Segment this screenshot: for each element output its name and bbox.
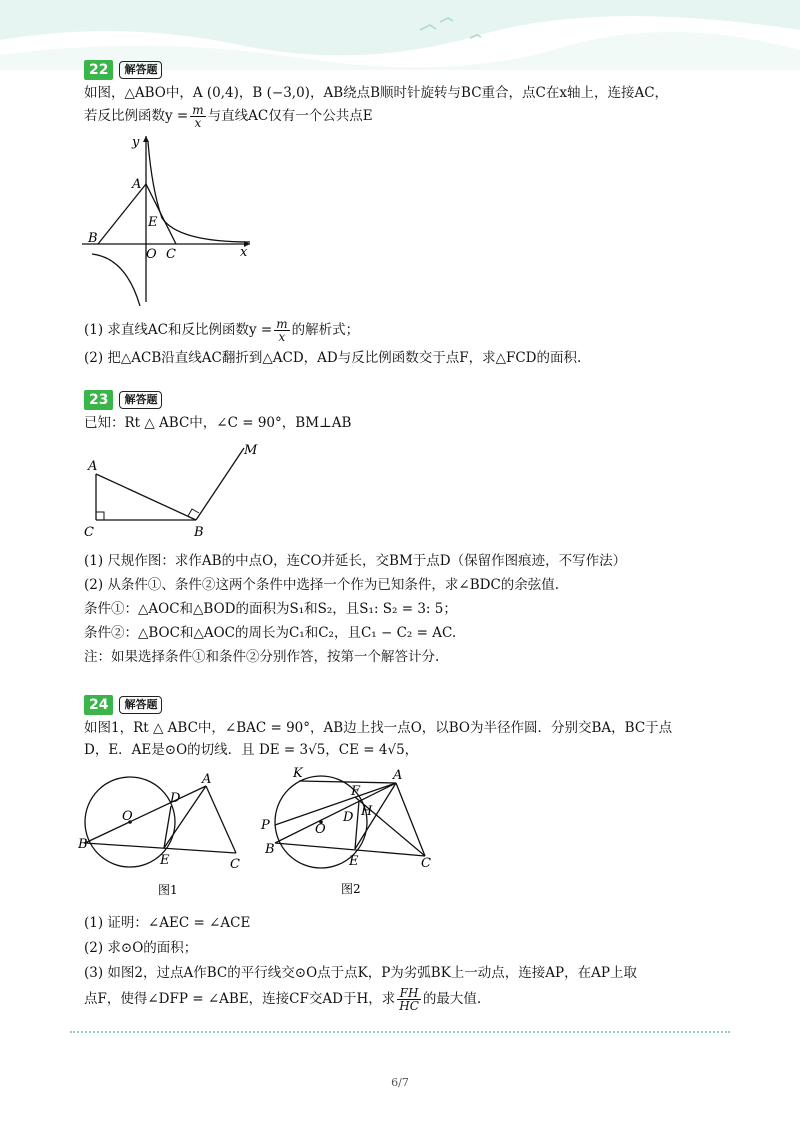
label-c: C bbox=[84, 525, 94, 540]
label-c: C bbox=[230, 857, 240, 872]
label-e: E bbox=[349, 854, 359, 869]
label-o: O bbox=[315, 822, 326, 837]
ray-bm bbox=[196, 448, 244, 520]
fraction-denominator: x bbox=[194, 116, 202, 130]
label-a: A bbox=[88, 459, 98, 474]
label-a: A bbox=[132, 177, 142, 192]
segment-ab bbox=[98, 184, 146, 244]
text-segment: 的最大值. bbox=[422, 991, 482, 1007]
hyperbola-branch-2 bbox=[92, 254, 140, 306]
question-22 bbox=[84, 60, 724, 129]
part-2: (2) 从条件①、条件②这两个条件中选择一个作为已知条件，求∠BDC的余弦值. bbox=[84, 577, 560, 593]
label-e: E bbox=[148, 215, 158, 230]
right-angle-mark bbox=[96, 512, 104, 520]
label-a: A bbox=[393, 768, 403, 783]
hyperbola-branch-1 bbox=[148, 142, 250, 242]
part-1: (1) 尺规作图：求作AB的中点O，连CO并延长，交BM于点D（保留作图痕迹，不写作法） bbox=[84, 553, 627, 569]
question-23 bbox=[84, 390, 724, 434]
figure-q24-1 bbox=[78, 770, 253, 900]
fraction-numerator: m bbox=[276, 317, 288, 331]
part-2: (2) 求⊙O的面积； bbox=[84, 940, 198, 956]
question-22-parts bbox=[84, 318, 724, 369]
figure-caption: 图1 bbox=[158, 883, 178, 897]
text-segment: 与直线AC仅有一个公共点E bbox=[207, 108, 373, 124]
question-24-parts bbox=[84, 912, 724, 1012]
text-segment: 若反比例函数y = bbox=[84, 108, 189, 124]
label-d: D bbox=[343, 810, 354, 825]
label-e: E bbox=[160, 853, 170, 868]
question-type-tag: 解答题 bbox=[119, 61, 162, 79]
part-1: (1) 证明：∠AEC = ∠ACE bbox=[84, 915, 251, 931]
page-number: 6/7 bbox=[391, 1076, 409, 1089]
question-type-tag: 解答题 bbox=[119, 391, 162, 409]
question-text-line2: D，E．AE是⊙O的切线．且 DE = 3√5，CE = 4√5， bbox=[84, 742, 419, 758]
label-b: B bbox=[78, 837, 88, 852]
segment-ap bbox=[275, 783, 396, 825]
segment-ac bbox=[206, 786, 236, 853]
part-1 bbox=[84, 318, 724, 343]
fraction-denominator: HC bbox=[399, 999, 419, 1013]
question-type-tag: 解答题 bbox=[119, 696, 162, 714]
part-3: (3) 如图2，过点A作BC的平行线交⊙O点于点K，P为劣弧BK上一动点，连接AP，在AP上取 bbox=[84, 965, 637, 981]
question-number: 24 bbox=[84, 695, 113, 715]
question-text: 已知：Rt △ ABC中，∠C = 90°，BM⊥AB bbox=[84, 415, 352, 431]
segment-ba bbox=[85, 786, 206, 843]
condition-2: 条件②：△BOC和△AOC的周长为C₁和C₂，且C₁ − C₂ = AC. bbox=[84, 625, 457, 641]
figure-q23 bbox=[78, 438, 278, 544]
label-p: P bbox=[261, 818, 270, 833]
label-b: B bbox=[88, 231, 98, 246]
label-o: O bbox=[122, 809, 133, 824]
figure-q24-2 bbox=[255, 765, 445, 900]
label-k: K bbox=[293, 766, 303, 781]
label-f: F bbox=[351, 784, 361, 799]
label-y: y bbox=[132, 135, 140, 150]
question-24 bbox=[84, 695, 724, 761]
label-b: B bbox=[265, 842, 275, 857]
divider bbox=[70, 1031, 730, 1033]
question-text: 如图，△ABO中，A (0,4)，B (−3,0)，AB绕点B顺时针旋转与BC重合，点C在x轴上，连接AC， bbox=[84, 85, 669, 101]
label-m: M bbox=[244, 443, 258, 458]
fraction bbox=[397, 987, 421, 1012]
segment-ac bbox=[396, 783, 425, 856]
label-b: B bbox=[194, 525, 204, 540]
fraction-denominator: x bbox=[278, 330, 286, 344]
question-number: 22 bbox=[84, 60, 113, 80]
text-segment: 点F，使得∠DFP = ∠ABE，连接CF交AD于H，求 bbox=[84, 991, 396, 1007]
fraction-numerator: m bbox=[192, 103, 204, 117]
figure-caption: 图2 bbox=[341, 882, 361, 896]
label-c: C bbox=[421, 856, 431, 871]
question-23-parts bbox=[84, 550, 724, 668]
question-text-line2 bbox=[84, 104, 724, 129]
part-3-cont bbox=[84, 987, 724, 1012]
label-o: O bbox=[146, 247, 157, 262]
label-d: D bbox=[170, 791, 181, 806]
question-text: 如图1，Rt △ ABC中，∠BAC = 90°，AB边上找一点O，以BO为半径作圆．分别交BA，BC于点 bbox=[84, 720, 673, 736]
fraction bbox=[190, 104, 205, 129]
part-2: (2) 把△ACB沿直线AC翻折到△ACD，AD与反比例函数交于点F，求△FCD的面积. bbox=[84, 350, 582, 366]
note: 注：如果选择条件①和条件②分别作答，按第一个解答计分. bbox=[84, 649, 440, 665]
label-h: H bbox=[361, 804, 373, 819]
figure-q22 bbox=[78, 130, 268, 310]
fraction-numerator: FH bbox=[397, 987, 421, 1000]
label-a: A bbox=[202, 772, 212, 787]
label-x: x bbox=[240, 245, 248, 260]
segment-ab bbox=[96, 474, 196, 520]
text-segment: 的解析式； bbox=[291, 322, 360, 338]
label-c: C bbox=[166, 247, 176, 262]
segment-de bbox=[355, 801, 359, 849]
fraction bbox=[274, 318, 289, 343]
text-segment: (1) 求直线AC和反比例函数y = bbox=[84, 322, 273, 338]
segment-bc bbox=[85, 843, 236, 853]
question-number: 23 bbox=[84, 390, 113, 410]
condition-1: 条件①：△AOC和△BOD的面积为S₁和S₂，且S₁: S₂ = 3: 5； bbox=[84, 601, 457, 617]
segment-ak bbox=[299, 781, 396, 783]
right-angle-mark bbox=[188, 509, 199, 516]
